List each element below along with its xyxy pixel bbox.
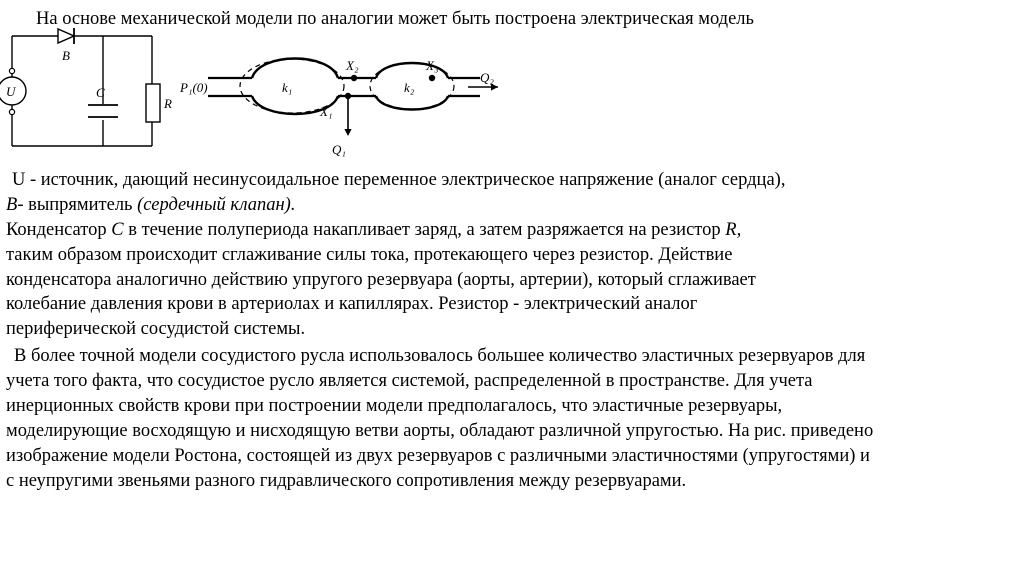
p1-label-c: C	[111, 219, 124, 240]
p1-line-1: U - источник, дающий несинусоидальное переменное электрическое напряжение (аналог сердца),	[12, 170, 786, 190]
p1-line-3c: в течение полупериода накапливает заряд, а затем разряжается на резистор	[123, 219, 726, 240]
page-title: На основе механической модели по аналогии может быть построена электрическая модель	[36, 9, 754, 29]
circuit-label-diode: B	[62, 48, 70, 63]
electrical-circuit-diagram	[0, 24, 190, 164]
paragraph-electrical-model	[6, 168, 1018, 342]
circuit-label-resistor: R	[164, 96, 172, 111]
p1-line-2-italic: (сердечный клапан).	[137, 194, 296, 215]
two-reservoir-model-diagram	[180, 44, 520, 164]
p2-line-3: инерционных свойств крови при построении модели предполагалось, что эластичные резервуары,	[6, 395, 783, 416]
p1-line-5: конденсатора аналогично действию упругого резервуара (аорты, артерии), который сглаживает	[6, 269, 756, 290]
reservoir-label-x3: X₃	[426, 58, 439, 73]
p2-line-2: учета того факта, что сосудистое русло является системой, распределенной в пространстве. Для учета	[6, 371, 813, 391]
p2-line-1: В более точной модели сосудистого русла использовалось большее количество эластичных резервуаров для	[14, 346, 866, 367]
reservoir-label-k2: k₂	[404, 80, 415, 95]
figures-row	[0, 24, 1024, 170]
reservoir-label-x2: X₂	[346, 58, 359, 73]
reservoir-label-x1: X₁	[320, 104, 333, 119]
p1-line-2-text: - выпрямитель	[17, 194, 138, 215]
p2-line-6: с неупругими звеньями разного гидравлического сопротивления между резервуарами.	[6, 470, 687, 491]
p1-line-3a: Конденсатор	[6, 219, 112, 240]
reservoir-label-q1: Q₁	[332, 142, 346, 157]
p1-line-4: таким образом происходит сглаживание силы тока, протекающего через резистор. Действие	[6, 244, 733, 265]
circuit-label-capacitor: C	[96, 85, 105, 100]
p1-line-6: колебание давления крови в артериолах и капиллярах. Резистор - электрический аналог	[6, 294, 698, 315]
p2-line-4: моделирующие восходящую и нисходящую ветви аорты, обладают различной упругостью. На рис. приведено	[6, 420, 874, 441]
p2-line-5: изображение модели Ростона, состоящей из двух резервуаров с различными эластичностями (упругостями) и	[6, 445, 870, 466]
reservoir-label-k1: k₁	[282, 80, 293, 95]
p1-label-r: R,	[725, 219, 742, 240]
reservoir-label-p1: P₁(0)	[180, 80, 208, 95]
p1-line-7: периферической сосудистой системы.	[6, 319, 306, 340]
paragraph-roston-model	[6, 344, 1018, 493]
reservoir-label-q2: Q₂	[480, 70, 494, 85]
p1-label-b: B	[6, 194, 18, 215]
body-text	[6, 168, 1018, 493]
circuit-label-source: U	[6, 84, 16, 99]
